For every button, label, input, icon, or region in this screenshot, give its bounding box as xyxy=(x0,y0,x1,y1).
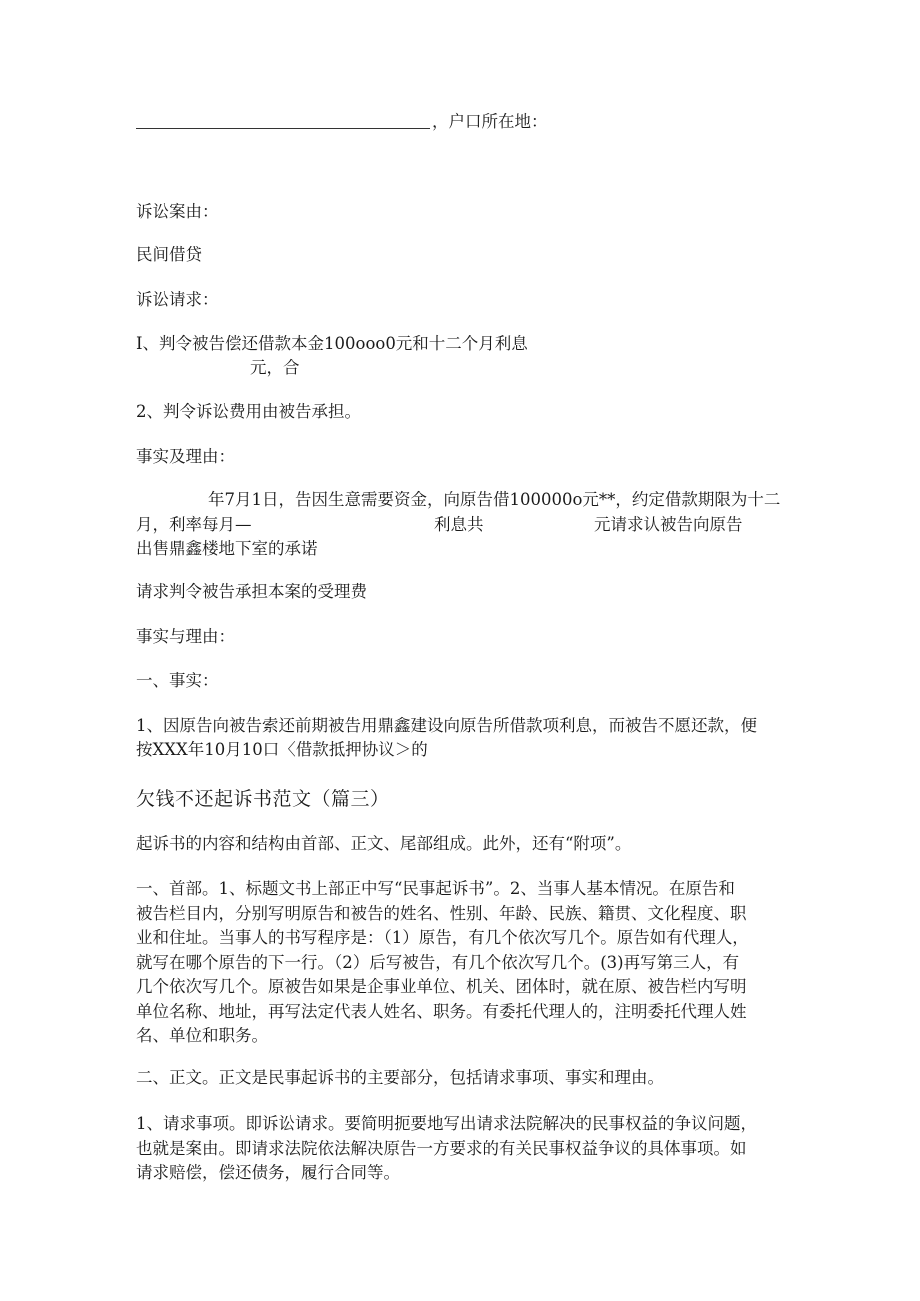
cause-value: 民间借贷 xyxy=(136,245,202,264)
paragraph-line: 名、单位和职务。 xyxy=(136,1026,268,1045)
paragraph-line: 1、请求事项。即诉讼请求。要简明扼要地写出请求法院解决的民事权益的争议问题， xyxy=(136,1114,757,1133)
blank-underline xyxy=(136,128,430,129)
section-title: 欠钱不还起诉书范文（篇三） xyxy=(136,788,390,810)
paragraph-line: 业和住址。当事人的书写程序是：（1）原告，有几个依次写几个。原告如有代理人， xyxy=(136,928,749,947)
facts-reasons-label: 事实与理由： xyxy=(136,627,235,646)
facts-label: 事实及理由： xyxy=(136,447,235,466)
paragraph-line: 几个依次写几个。原被告如果是企事业单位、机关、团体时，就在原、被告栏内写明 xyxy=(136,977,747,996)
paragraph-claims xyxy=(136,1112,782,1186)
residence-label: ，户口所在地： xyxy=(432,112,548,131)
paragraph-line: 被告栏目内，分别写明原告和被告的姓名、性别、年龄、民族、籍贯、文化程度、职 xyxy=(136,903,747,923)
paragraph-line: 单位名称、地址，再写法定代表人姓名、职务。有委托代理人的，注明委托代理人姓 xyxy=(136,1001,747,1021)
claim-1-line-2: 元，合 xyxy=(250,358,300,377)
paragraph-line: 一、首部。1、标题文书上部正中写“民事起诉书”。2、当事人基本情况。在原告和 xyxy=(136,879,735,898)
cause-label: 诉讼案由： xyxy=(136,202,219,221)
facts-line-3: 出售鼎鑫楼地下室的承诺 xyxy=(136,539,318,558)
paragraph-line: 也就是案由。即请求法院依法解决原告一方要求的有关民事权益争议的具体事项。如 xyxy=(136,1138,747,1158)
facts-line-2a: 月，利率每月— xyxy=(136,515,252,534)
paragraph-line: 就写在哪个原告的下一行。（2）后写被告，有几个依次写几个。(3)再写第三人，有 xyxy=(136,952,740,972)
claims-label: 诉讼请求： xyxy=(136,290,219,309)
fact-one-line-2: 按XXX年10月10口〈借款抵押协议＞的 xyxy=(136,740,428,759)
paragraph-body-part: 二、正文。正文是民事起诉书的主要部分，包括请求事项、事实和理由。 xyxy=(136,1068,664,1087)
facts-line-1: 年7月1日，告因生意需要资金，向原告借100000o元**，约定借款期限为十二 xyxy=(208,490,781,509)
paragraph-line: 请求赔偿，偿还债务，履行合同等。 xyxy=(136,1163,400,1182)
claim-1-line-1: I、判令被告偿还借款本金100ooo0元和十二个月利息 xyxy=(136,334,528,353)
facts-line-2b: 利息共 xyxy=(434,515,484,534)
facts-line-2c: 元请求认被告向原告 xyxy=(594,515,743,534)
claim-2: 2、判令诉讼费用由被告承担。 xyxy=(136,402,361,421)
section-intro: 起诉书的内容和结构由首部、正文、尾部组成。此外，还有“附项”。 xyxy=(136,834,632,853)
paragraph-header-part xyxy=(136,877,782,1049)
facts-heading-one: 一、事实： xyxy=(136,671,219,690)
fact-one-line-1: 1、因原告向被告索还前期被告用鼎鑫建设向原告所借款项利息，而被告不愿还款，便 xyxy=(136,716,757,735)
request-line: 请求判令被告承担本案的受理费 xyxy=(136,582,367,601)
